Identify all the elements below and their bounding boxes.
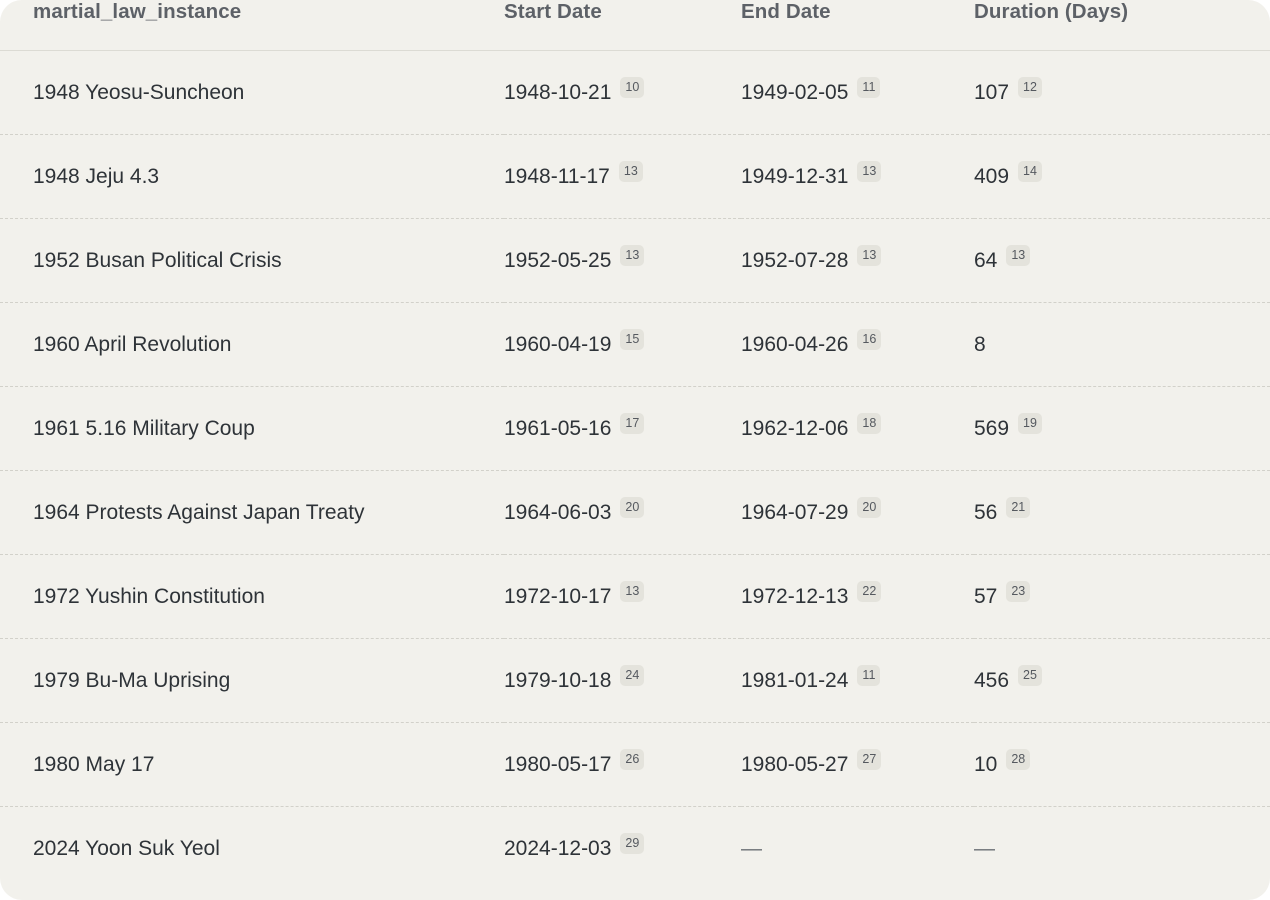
cell-content [33, 753, 504, 777]
cell-instance-value: 1961 5.16 Military Coup [33, 416, 255, 440]
cell-end-date-value: 1980-05-27 [741, 752, 849, 776]
citation-ref[interactable]: 13 [857, 161, 881, 182]
cell-start-date [504, 219, 741, 303]
cell-content [974, 501, 1270, 525]
citation-ref[interactable]: 16 [857, 329, 881, 350]
citation-ref[interactable]: 24 [620, 665, 644, 686]
cell-instance [0, 471, 504, 555]
cell-end-date-value: — [741, 836, 762, 860]
cell-end-date-value: 1972-12-13 [741, 584, 849, 608]
cell-start-date [504, 303, 741, 387]
cell-content [741, 333, 974, 357]
citation-ref[interactable]: 10 [620, 77, 644, 98]
table-row [0, 387, 1270, 471]
cell-content [974, 585, 1270, 609]
citation-ref[interactable]: 11 [857, 77, 880, 98]
citation-ref[interactable]: 13 [857, 245, 881, 266]
table-row [0, 471, 1270, 555]
cell-end-date-value: 1960-04-26 [741, 332, 849, 356]
cell-content [33, 249, 504, 273]
cell-content [504, 501, 741, 525]
cell-start-date [504, 471, 741, 555]
cell-duration [974, 387, 1270, 471]
cell-end-date [741, 219, 974, 303]
citation-ref[interactable]: 17 [620, 413, 644, 434]
header-row [0, 0, 1270, 51]
citation-ref[interactable]: 15 [620, 329, 644, 350]
cell-start-date-value: 2024-12-03 [504, 836, 612, 860]
cell-start-date [504, 723, 741, 807]
table-row [0, 807, 1270, 891]
cell-end-date [741, 639, 974, 723]
cell-end-date [741, 471, 974, 555]
table-row [0, 303, 1270, 387]
citation-ref[interactable]: 13 [620, 581, 644, 602]
cell-content [504, 585, 741, 609]
cell-content [741, 81, 974, 105]
cell-start-date-value: 1980-05-17 [504, 752, 612, 776]
cell-content [974, 669, 1270, 693]
citation-ref[interactable]: 13 [619, 161, 643, 182]
citation-ref[interactable]: 19 [1018, 413, 1042, 434]
cell-content [741, 837, 974, 861]
cell-content [974, 81, 1270, 105]
cell-instance-value: 1948 Jeju 4.3 [33, 164, 160, 188]
table-row [0, 51, 1270, 135]
column-header-end-date: End Date [741, 0, 974, 51]
cell-duration-value: 56 [974, 500, 998, 524]
column-header-instance: martial_law_instance [0, 0, 504, 51]
cell-end-date-value: 1949-02-05 [741, 80, 849, 104]
cell-start-date-value: 1972-10-17 [504, 584, 612, 608]
cell-content [974, 837, 1270, 861]
citation-ref[interactable]: 13 [1006, 245, 1030, 266]
citation-ref[interactable]: 14 [1018, 161, 1042, 182]
cell-instance [0, 303, 504, 387]
cell-duration [974, 471, 1270, 555]
cell-instance [0, 807, 504, 891]
cell-instance-value: 1980 May 17 [33, 752, 155, 776]
cell-duration-value: 456 [974, 668, 1010, 692]
cell-start-date [504, 135, 741, 219]
cell-content [33, 585, 504, 609]
cell-duration-value: 10 [974, 752, 998, 776]
cell-end-date [741, 723, 974, 807]
citation-ref[interactable]: 22 [857, 581, 881, 602]
cell-content [974, 753, 1270, 777]
cell-content [974, 165, 1270, 189]
cell-content [504, 249, 741, 273]
cell-duration-value: 569 [974, 416, 1010, 440]
cell-content [504, 669, 741, 693]
citation-ref[interactable]: 21 [1006, 497, 1030, 518]
cell-content [33, 165, 504, 189]
cell-end-date [741, 387, 974, 471]
cell-duration-value: 8 [974, 332, 986, 356]
cell-content [504, 81, 741, 105]
cell-instance [0, 135, 504, 219]
cell-start-date-value: 1948-11-17 [504, 164, 610, 188]
cell-duration-value: 57 [974, 584, 998, 608]
cell-start-date [504, 387, 741, 471]
cell-duration-value: — [974, 836, 995, 860]
cell-duration-value: 409 [974, 164, 1010, 188]
table-row [0, 723, 1270, 807]
cell-duration [974, 51, 1270, 135]
table-body [0, 51, 1270, 891]
cell-content [974, 249, 1270, 273]
citation-ref[interactable]: 20 [857, 497, 881, 518]
cell-instance-value: 1972 Yushin Constitution [33, 584, 265, 608]
cell-content [741, 501, 974, 525]
cell-end-date [741, 135, 974, 219]
cell-content [33, 333, 504, 357]
cell-content [741, 585, 974, 609]
cell-content [504, 837, 741, 861]
cell-content [741, 417, 974, 441]
table-row [0, 135, 1270, 219]
cell-content [741, 753, 974, 777]
cell-content [33, 837, 504, 861]
table-header [0, 0, 1270, 51]
cell-instance-value: 2024 Yoon Suk Yeol [33, 836, 220, 860]
cell-instance [0, 555, 504, 639]
cell-end-date-value: 1949-12-31 [741, 164, 849, 188]
cell-start-date-value: 1979-10-18 [504, 668, 612, 692]
table-row [0, 639, 1270, 723]
cell-end-date-value: 1981-01-24 [741, 668, 849, 692]
cell-start-date-value: 1961-05-16 [504, 416, 612, 440]
cell-content [33, 501, 504, 525]
cell-start-date [504, 51, 741, 135]
cell-start-date-value: 1960-04-19 [504, 332, 612, 356]
cell-content [33, 669, 504, 693]
cell-duration [974, 639, 1270, 723]
cell-duration [974, 723, 1270, 807]
cell-instance [0, 219, 504, 303]
cell-content [974, 417, 1270, 441]
table-row [0, 219, 1270, 303]
cell-start-date-value: 1952-05-25 [504, 248, 612, 272]
cell-start-date [504, 807, 741, 891]
cell-content [741, 669, 974, 693]
citation-ref[interactable]: 29 [620, 833, 644, 854]
cell-duration [974, 135, 1270, 219]
cell-duration-value: 107 [974, 80, 1010, 104]
cell-instance-value: 1964 Protests Against Japan Treaty [33, 500, 365, 524]
cell-instance [0, 51, 504, 135]
column-header-duration: Duration (Days) [974, 0, 1270, 51]
cell-content [33, 417, 504, 441]
cell-duration [974, 219, 1270, 303]
citation-ref[interactable]: 25 [1018, 665, 1042, 686]
cell-end-date-value: 1962-12-06 [741, 416, 849, 440]
cell-duration [974, 303, 1270, 387]
citation-ref[interactable]: 12 [1018, 77, 1042, 98]
cell-instance [0, 639, 504, 723]
cell-content [33, 81, 504, 105]
cell-content [504, 753, 741, 777]
cell-content [504, 333, 741, 357]
cell-content [741, 165, 974, 189]
cell-instance-value: 1960 April Revolution [33, 332, 232, 356]
table-row [0, 555, 1270, 639]
cell-instance-value: 1948 Yeosu-Suncheon [33, 80, 245, 104]
cell-end-date-value: 1964-07-29 [741, 500, 849, 524]
cell-duration [974, 555, 1270, 639]
cell-end-date [741, 51, 974, 135]
citation-ref[interactable]: 23 [1006, 581, 1030, 602]
citation-ref[interactable]: 28 [1006, 749, 1030, 770]
citation-ref[interactable]: 27 [857, 749, 881, 770]
cell-end-date-value: 1952-07-28 [741, 248, 849, 272]
cell-instance-value: 1952 Busan Political Crisis [33, 248, 282, 272]
cell-start-date [504, 555, 741, 639]
cell-content [504, 417, 741, 441]
cell-instance-value: 1979 Bu-Ma Uprising [33, 668, 231, 692]
citation-ref[interactable]: 13 [620, 245, 644, 266]
cell-end-date [741, 807, 974, 891]
cell-content [974, 333, 1270, 357]
citation-ref[interactable]: 11 [857, 665, 880, 686]
citation-ref[interactable]: 20 [620, 497, 644, 518]
cell-start-date-value: 1964-06-03 [504, 500, 612, 524]
cell-instance [0, 387, 504, 471]
cell-end-date [741, 303, 974, 387]
citation-ref[interactable]: 26 [620, 749, 644, 770]
column-header-start-date: Start Date [504, 0, 741, 51]
cell-content [504, 165, 741, 189]
cell-start-date [504, 639, 741, 723]
cell-end-date [741, 555, 974, 639]
cell-start-date-value: 1948-10-21 [504, 80, 612, 104]
cell-duration-value: 64 [974, 248, 998, 272]
cell-duration [974, 807, 1270, 891]
cell-content [741, 249, 974, 273]
citation-ref[interactable]: 18 [857, 413, 881, 434]
cell-instance [0, 723, 504, 807]
